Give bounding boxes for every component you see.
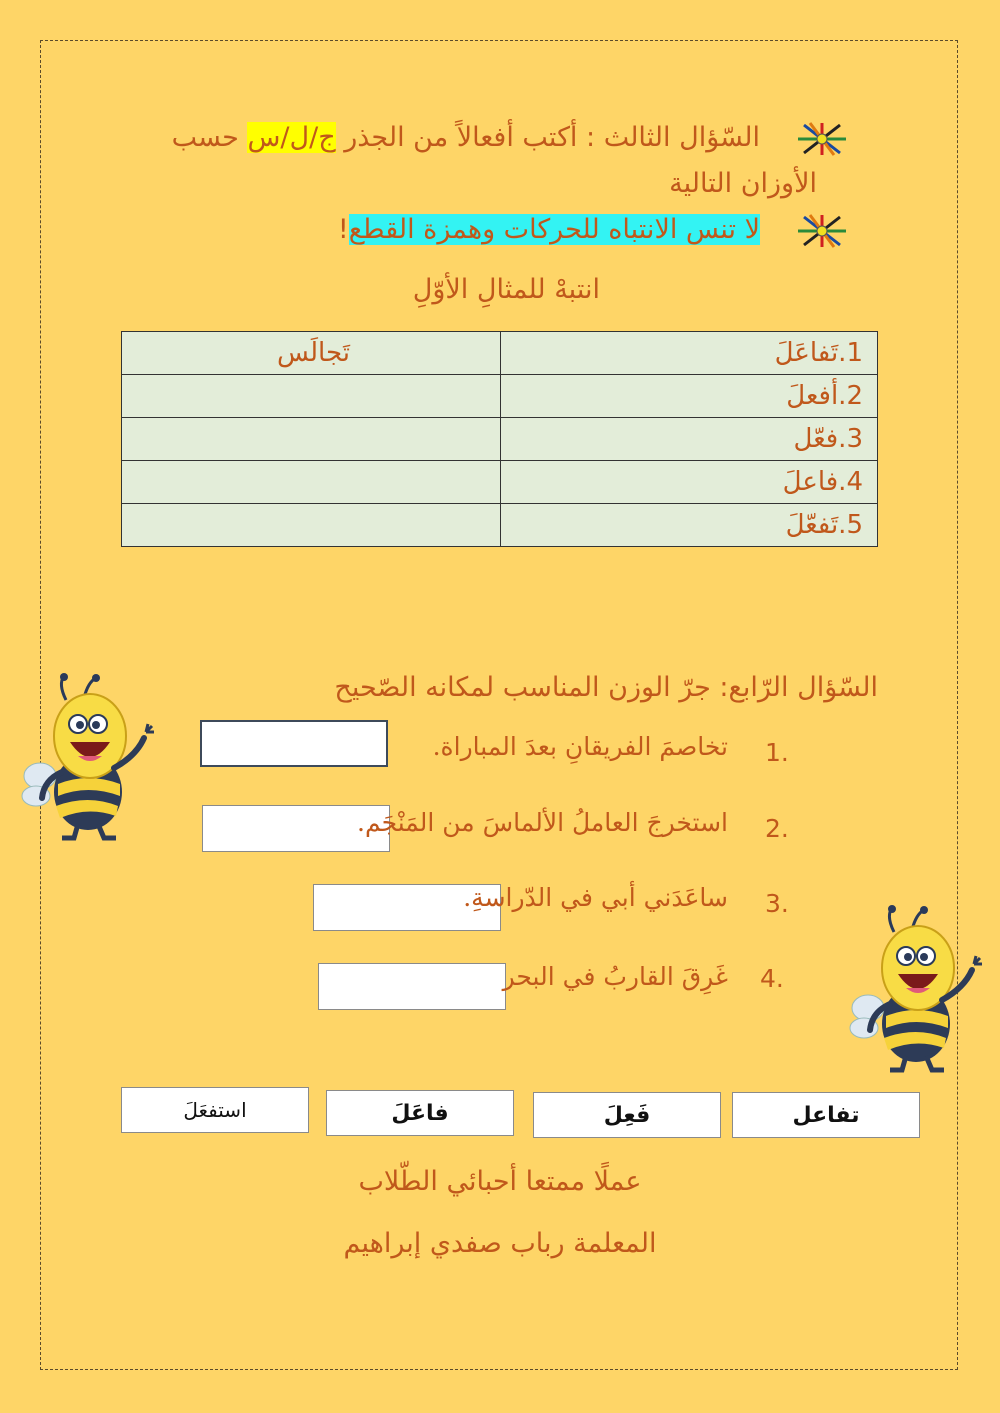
table-row [122, 375, 878, 418]
sentence-4: غَرِقَ القاربُ في البحر [502, 962, 728, 991]
answer-cell[interactable]: تَجالَس [122, 332, 501, 375]
sentence-2: استخرجَ العاملُ الألماسَ من المَنْجَم. [357, 808, 728, 837]
item-number: 4. [760, 964, 784, 993]
pattern-cell: 3.فعّل [501, 418, 878, 461]
table-row [122, 418, 878, 461]
bee-mascot-icon [846, 904, 984, 1074]
answer-cell[interactable] [122, 375, 501, 418]
star-bullet-icon [796, 214, 848, 248]
word-option-tafaala[interactable]: تفاعل [732, 1092, 920, 1138]
pattern-cell: 1.تَفاعَلَ [501, 332, 878, 375]
q3-heading: السّؤال الثالث : أكتب أفعالاً من الجذر ج/ل/س حسب [171, 122, 760, 153]
table-row [122, 461, 878, 504]
closing-message: عملًا ممتعا أحبائي الطّلاب [358, 1166, 642, 1197]
pattern-cell: 4.فاعلَ [501, 461, 878, 504]
answer-cell[interactable] [122, 418, 501, 461]
answer-cell[interactable] [122, 461, 501, 504]
verbs-table [121, 331, 878, 547]
q3-note: انتبهْ للمثالِ الأوّلِ [412, 274, 600, 305]
item-number: 1. [765, 738, 789, 767]
root-highlight: ج/ل/س [247, 122, 336, 153]
sentence-3: ساعَدَني أبي في الدّراسةِ. [463, 883, 728, 912]
star-bullet-icon [796, 122, 848, 156]
answer-drop-box-4[interactable] [318, 963, 506, 1010]
word-option-faila[interactable]: فَعِلَ [533, 1092, 721, 1138]
word-option-istafala[interactable]: استفعَلَ [121, 1087, 309, 1133]
sentence-1: تخاصمَ الفريقانِ بعدَ المباراة. [432, 732, 728, 761]
teacher-signature: المعلمة رباب صفدي إبراهيم [343, 1228, 657, 1259]
q3-warning: لا تنس الانتباه للحركات وهمزة القطع! [337, 214, 760, 245]
answer-cell[interactable] [122, 504, 501, 547]
table-row [122, 332, 878, 375]
item-number: 3. [765, 889, 789, 918]
pattern-cell: 2.أفعلَ [501, 375, 878, 418]
table-row [122, 504, 878, 547]
pattern-cell: 5.تَفعّلَ [501, 504, 878, 547]
answer-drop-box-1[interactable] [200, 720, 388, 767]
item-number: 2. [765, 814, 789, 843]
word-option-faala[interactable]: فاعَلَ [326, 1090, 514, 1136]
q4-heading: السّؤال الرّابع: جرّ الوزن المناسب لمكانه الصّحيح [334, 672, 878, 703]
bee-mascot-icon [18, 672, 156, 842]
q3-heading-line2: الأوزان التالية [669, 168, 817, 199]
